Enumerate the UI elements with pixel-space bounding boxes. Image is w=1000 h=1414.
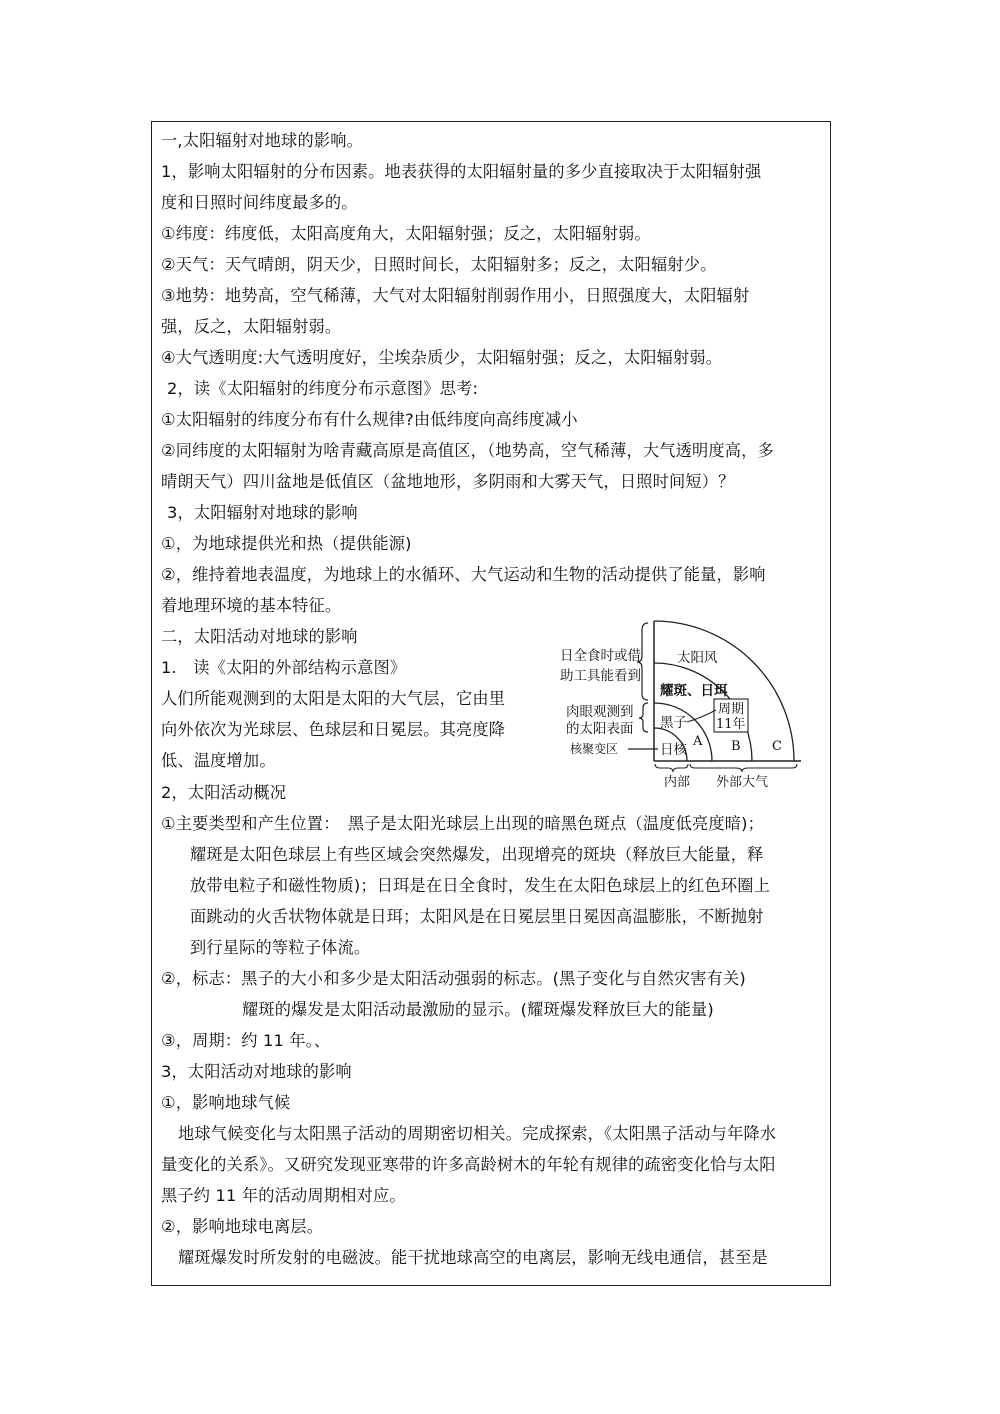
activity-types-line1: ①主要类型和产生位置： 黑子是太阳光球层上出现的暗黑色斑点（温度低亮度暗)； — [161, 814, 765, 833]
factor-latitude: ①纬度：纬度低，太阳高度角大，太阳辐射强；反之，太阳辐射弱。 — [161, 224, 651, 243]
activity-types-line4: 面跳动的火舌状物体就是日珥；太阳风是在日冕层里日冕因高温膨胀，不断抛射 — [190, 907, 764, 926]
sun-structure-diagram — [556, 616, 818, 792]
svg-text:耀斑、日珥: 耀斑、日珥 — [660, 683, 728, 699]
svg-text:外部大气: 外部大气 — [716, 775, 769, 790]
svg-text:C: C — [772, 739, 782, 754]
climate-line1: 地球气候变化与太阳黑子活动的周期密切相关。完成探索，《太阳黑子活动与年降水 — [178, 1124, 777, 1143]
brace-interior-icon — [655, 764, 688, 772]
question-2-line2: 晴朗天气）四川盆地是低值区（盆地地形，多阴雨和大雾天气，日照时间短）？ — [161, 472, 735, 491]
section2-item1-heading: 1. 读《太阳的外部结构示意图》 — [161, 658, 407, 677]
section1-item1-line2: 度和日照时间纬度最多的。 — [161, 193, 358, 212]
document-frame — [151, 121, 831, 1286]
sun-structure-line2: 向外依次为光球层、色球层和日冕层。其亮度降 — [161, 720, 506, 739]
question-2-line1: ②同纬度的太阳辐射为啥青藏高原是高值区，（地势高，空气稀薄，大气透明度高，多 — [161, 441, 774, 460]
svg-text:黑子: 黑子 — [660, 715, 687, 731]
section2-item3-heading: 3，太阳活动对地球的影响 — [161, 1062, 352, 1081]
svg-text:日全食时或借: 日全食时或借 — [560, 648, 641, 664]
svg-text:A: A — [693, 734, 703, 749]
brace-naked-eye-icon — [639, 703, 648, 732]
svg-text:周期: 周期 — [718, 702, 745, 717]
section1-item2-heading: 2，读《太阳辐射的纬度分布示意图》思考: — [167, 379, 479, 398]
ionosphere-line1: 耀斑爆发时所发射的电磁波。能干扰地球高空的电离层，影响无线电通信，甚至是 — [178, 1248, 768, 1267]
brace-outer-icon — [690, 764, 797, 772]
svg-text:核聚变区: 核聚变区 — [570, 742, 619, 756]
factor-terrain-line1: ③地势：地势高，空气稀薄，大气对太阳辐射削弱作用小，日照强度大，太阳辐射 — [161, 286, 750, 305]
factor-terrain-line2: 强，反之，太阳辐射弱。 — [161, 317, 342, 336]
section1-item1-line1: 1，影响太阳辐射的分布因素。地表获得的太阳辐射量的多少直接取决于太阳辐射强 — [161, 162, 762, 181]
activity-types-line5: 到行星际的等粒子体流。 — [190, 938, 371, 957]
question-1: ①太阳辐射的纬度分布有什么规律?由低纬度向高纬度减小 — [161, 410, 578, 429]
svg-text:的太阳表面: 的太阳表面 — [566, 721, 634, 737]
activity-sign-line1: ②，标志：黑子的大小和多少是太阳活动强弱的标志。(黑子变化与自然灾害有关) — [161, 969, 746, 988]
climate-line3: 黑子约 11 年的活动周期相对应。 — [161, 1186, 406, 1205]
section2-heading: 二，太阳活动对地球的影响 — [161, 627, 358, 646]
effect-2-line2: 着地理环境的基本特征。 — [161, 596, 342, 615]
activity-types-line3: 放带电粒子和磁性物质)；日珥是在日全食时，发生在太阳色球层上的红色环圈上 — [190, 876, 771, 895]
svg-text:日核: 日核 — [660, 742, 687, 758]
activity-sign-line2: 耀斑的爆发是太阳活动最激励的显示。(耀斑爆发释放巨大的能量) — [242, 1000, 714, 1019]
climate-line2: 量变化的关系》。又研究发现亚寒带的许多高龄树木的年轮有规律的疏密变化恰与太阳 — [161, 1155, 776, 1174]
factor-weather: ②天气：天气晴朗，阴天少，日照时间长，太阳辐射多；反之，太阳辐射少。 — [161, 255, 717, 274]
activity-types-line2: 耀斑是太阳色球层上有些区域会突然爆发，出现增亮的斑块（释放巨大能量，释 — [190, 845, 764, 864]
climate-heading: ①，影响地球气候 — [161, 1093, 291, 1112]
svg-text:内部: 内部 — [664, 775, 691, 790]
effect-2-line1: ②，维持着地表温度，为地球上的水循环、大气运动和生物的活动提供了能量，影响 — [161, 565, 766, 584]
section1-heading: 一,太阳辐射对地球的影响。 — [161, 131, 363, 150]
svg-text:肉眼观测到: 肉眼观测到 — [566, 704, 634, 720]
sun-structure-line1: 人们所能观测到的太阳是太阳的大气层，它由里 — [161, 689, 506, 708]
activity-period: ③，周期：约 11 年。、 — [161, 1031, 331, 1050]
svg-text:B: B — [731, 739, 741, 754]
svg-text:太阳风: 太阳风 — [677, 650, 718, 666]
ionosphere-heading: ②，影响地球电离层。 — [161, 1217, 324, 1236]
sun-structure-line3: 低、温度增加。 — [161, 751, 276, 770]
effect-1: ①，为地球提供光和热（提供能源) — [161, 534, 412, 553]
svg-text:助工具能看到: 助工具能看到 — [560, 668, 641, 684]
section2-item2-heading: 2，太阳活动概况 — [161, 783, 287, 802]
factor-transparency: ④大气透明度:大气透明度好，尘埃杂质少，太阳辐射强；反之，太阳辐射弱。 — [161, 348, 723, 367]
svg-text:11年: 11年 — [716, 717, 746, 732]
section1-item3-heading: 3，太阳辐射对地球的影响 — [167, 503, 358, 522]
